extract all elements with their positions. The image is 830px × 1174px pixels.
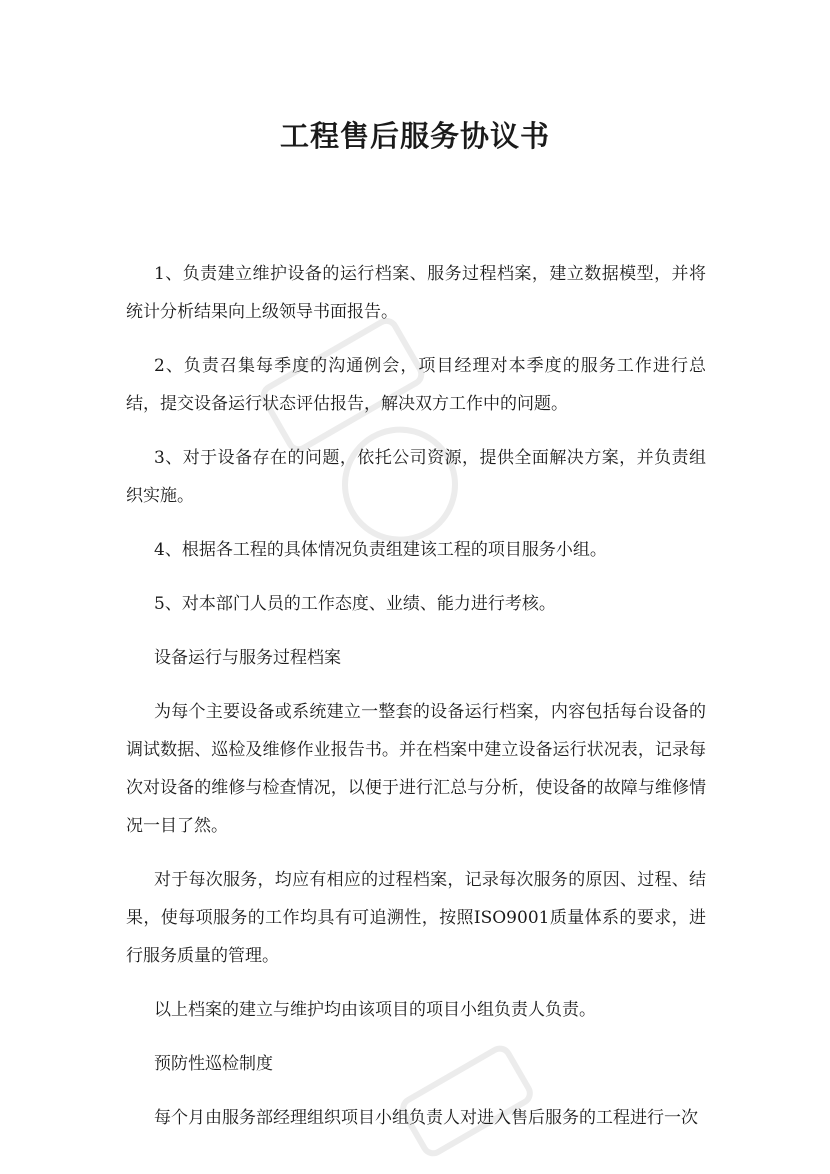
section-heading-archives: 设备运行与服务过程档案 (154, 648, 341, 668)
list-item: 3、对于设备存在的问题，依托公司资源，提供全面解决方案，并负责组织实施。 (126, 448, 706, 506)
document-title: 工程售后服务协议书 (279, 119, 550, 153)
document-body (126, 255, 706, 1153)
paragraph-archives-2: 对于每次服务，均应有相应的过程档案，记录每次服务的原因、过程、结果，使每项服务的工作均具有可追溯性，按照ISO9001质量体系的要求，进行服务质量的管理。 (126, 870, 706, 966)
list-item: 2、负责召集每季度的沟通例会，项目经理对本季度的服务工作进行总结，提交设备运行状态评估报告，解决双方工作中的问题。 (126, 356, 706, 414)
list-item: 1、负责建立维护设备的运行档案、服务过程档案，建立数据模型，并将统计分析结果向上级领导书面报告。 (126, 264, 706, 322)
paragraph-inspection-1: 每个月由服务部经理组织项目小组负责人对进入售后服务的工程进行一次 (154, 1108, 698, 1128)
list-item: 4、根据各工程的具体情况负责组建该工程的项目服务小组。 (154, 540, 607, 560)
section-heading-inspection: 预防性巡检制度 (154, 1054, 273, 1074)
list-item: 5、对本部门人员的工作态度、业绩、能力进行考核。 (154, 594, 556, 614)
paragraph-archives-1: 为每个主要设备或系统建立一整套的设备运行档案，内容包括每台设备的调试数据、巡检及维修作业报告书。并在档案中建立设备运行状况表，记录每次对设备的维修与检查情况，以便于进行汇总与分析，使设备的故障与维修情况一目了然。 (126, 702, 706, 836)
paragraph-archives-3: 以上档案的建立与维护均由该项目的项目小组负责人负责。 (154, 1000, 596, 1020)
